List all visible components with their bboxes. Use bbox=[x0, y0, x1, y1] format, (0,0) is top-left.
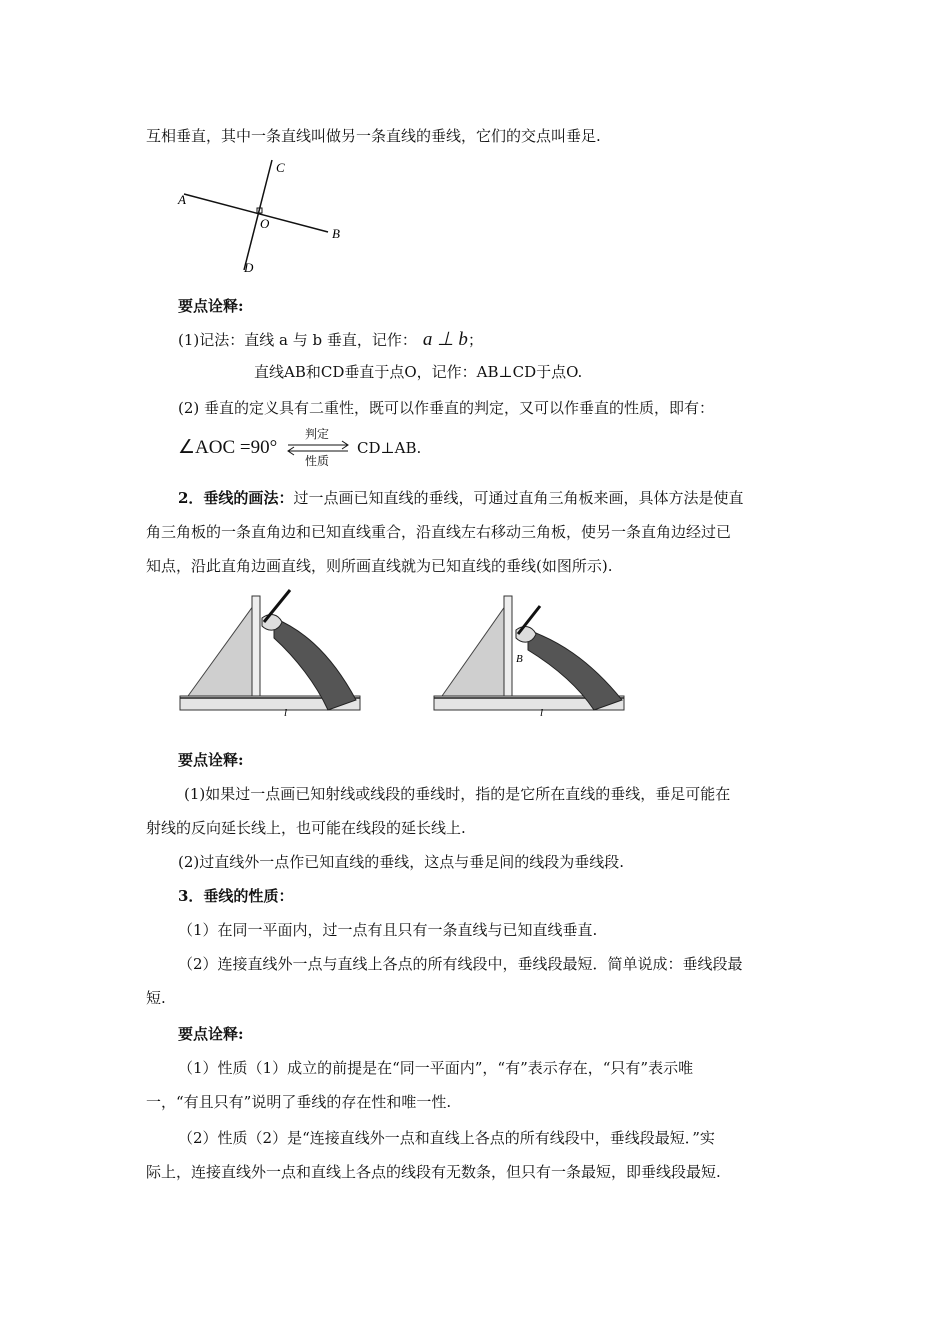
note2-item2: (2)过直线外一点作已知直线的垂线，这点与垂足间的线段为垂线段. bbox=[178, 853, 625, 871]
notation-a-perp-b: a ⊥ b bbox=[422, 329, 468, 350]
note2-title: 要点诠释: bbox=[178, 751, 244, 769]
note3-item2-line1: （2）性质（2）是“连接直线外一点和直线上各点的所有线段中，垂线段最短．”实 bbox=[178, 1129, 715, 1147]
formula-bottom-label: 性质 bbox=[305, 454, 330, 468]
formula-right: CD⊥AB. bbox=[357, 439, 422, 457]
section2-line3: 知点，沿此直角边画直线，则所画直线就为已知直线的垂线(如图所示). bbox=[146, 557, 613, 575]
drawing-illustration-right bbox=[432, 588, 638, 722]
perpendicular-lines-figure bbox=[170, 152, 360, 280]
note3-item1-line1: （1）性质（1）成立的前提是在“同一平面内”，“有”表示存在，“只有”表示唯 bbox=[178, 1059, 694, 1077]
section3-title: 3．垂线的性质： bbox=[178, 887, 294, 905]
note1-item1-suffix: ； bbox=[467, 331, 483, 349]
section2-line1 bbox=[178, 488, 743, 508]
label-o: O bbox=[260, 216, 270, 231]
note2-item1-line1: (1)如果过一点画已知射线或线段的垂线时，指的是它所在直线的垂线，垂足可能在 bbox=[184, 785, 731, 803]
drawing-illustration-left bbox=[178, 588, 378, 722]
line-cd bbox=[244, 160, 272, 270]
note1-item2: (2) 垂直的定义具有二重性，既可以作垂直的判定，又可以作垂直的性质，即有： bbox=[178, 399, 715, 417]
intro-text: 互相垂直，其中一条直线叫做另一条直线的垂线，它们的交点叫垂足. bbox=[146, 127, 601, 145]
note1-item1-prefix: (1)记法：直线 a 与 b 垂直，记作： bbox=[178, 331, 417, 349]
formula-left: ∠AOC =90° bbox=[178, 437, 278, 458]
point-label-b: B bbox=[516, 653, 523, 665]
section2-text1: 过一点画已知直线的垂线，可通过直角三角板来画，具体方法是使直 bbox=[293, 489, 744, 507]
label-a: A bbox=[178, 192, 186, 207]
note1-item1 bbox=[178, 330, 483, 350]
note3-item1-line2: 一，“有且只有”说明了垂线的存在性和唯一性. bbox=[146, 1093, 452, 1111]
section2-line2: 角三角板的一条直角边和已知直线重合，沿直线左右移动三角板，使另一条直角边经过已 bbox=[146, 523, 732, 541]
note1-item1-second: 直线AB和CD垂直于点O，记作：AB⊥CD于点O. bbox=[254, 363, 583, 381]
section3-item2-line2: 短. bbox=[146, 989, 166, 1007]
note1-title: 要点诠释: bbox=[178, 297, 244, 315]
note3-title: 要点诠释: bbox=[178, 1025, 244, 1043]
line-ab bbox=[184, 194, 328, 232]
section3-item2-line1: （2）连接直线外一点与直线上各点的所有线段中，垂线段最短．简单说成：垂线段最 bbox=[178, 955, 743, 973]
note2-item1-line2: 射线的反向延长线上，也可能在线段的延长线上. bbox=[146, 819, 466, 837]
section2-title: 2．垂线的画法： bbox=[178, 489, 294, 507]
label-c: C bbox=[276, 160, 285, 175]
label-b: B bbox=[332, 226, 340, 241]
line-label-l-right: l bbox=[540, 707, 544, 719]
section3-item1: （1）在同一平面内，过一点有且只有一条直线与已知直线垂直. bbox=[178, 921, 598, 939]
label-d: D bbox=[244, 260, 254, 275]
formula-top-label: 判定 bbox=[305, 427, 330, 441]
line-label-l-left: l bbox=[284, 707, 288, 719]
note3-item2-line2: 际上，连接直线外一点和直线上各点的线段有无数条，但只有一条最短，即垂线段最短. bbox=[146, 1163, 721, 1181]
